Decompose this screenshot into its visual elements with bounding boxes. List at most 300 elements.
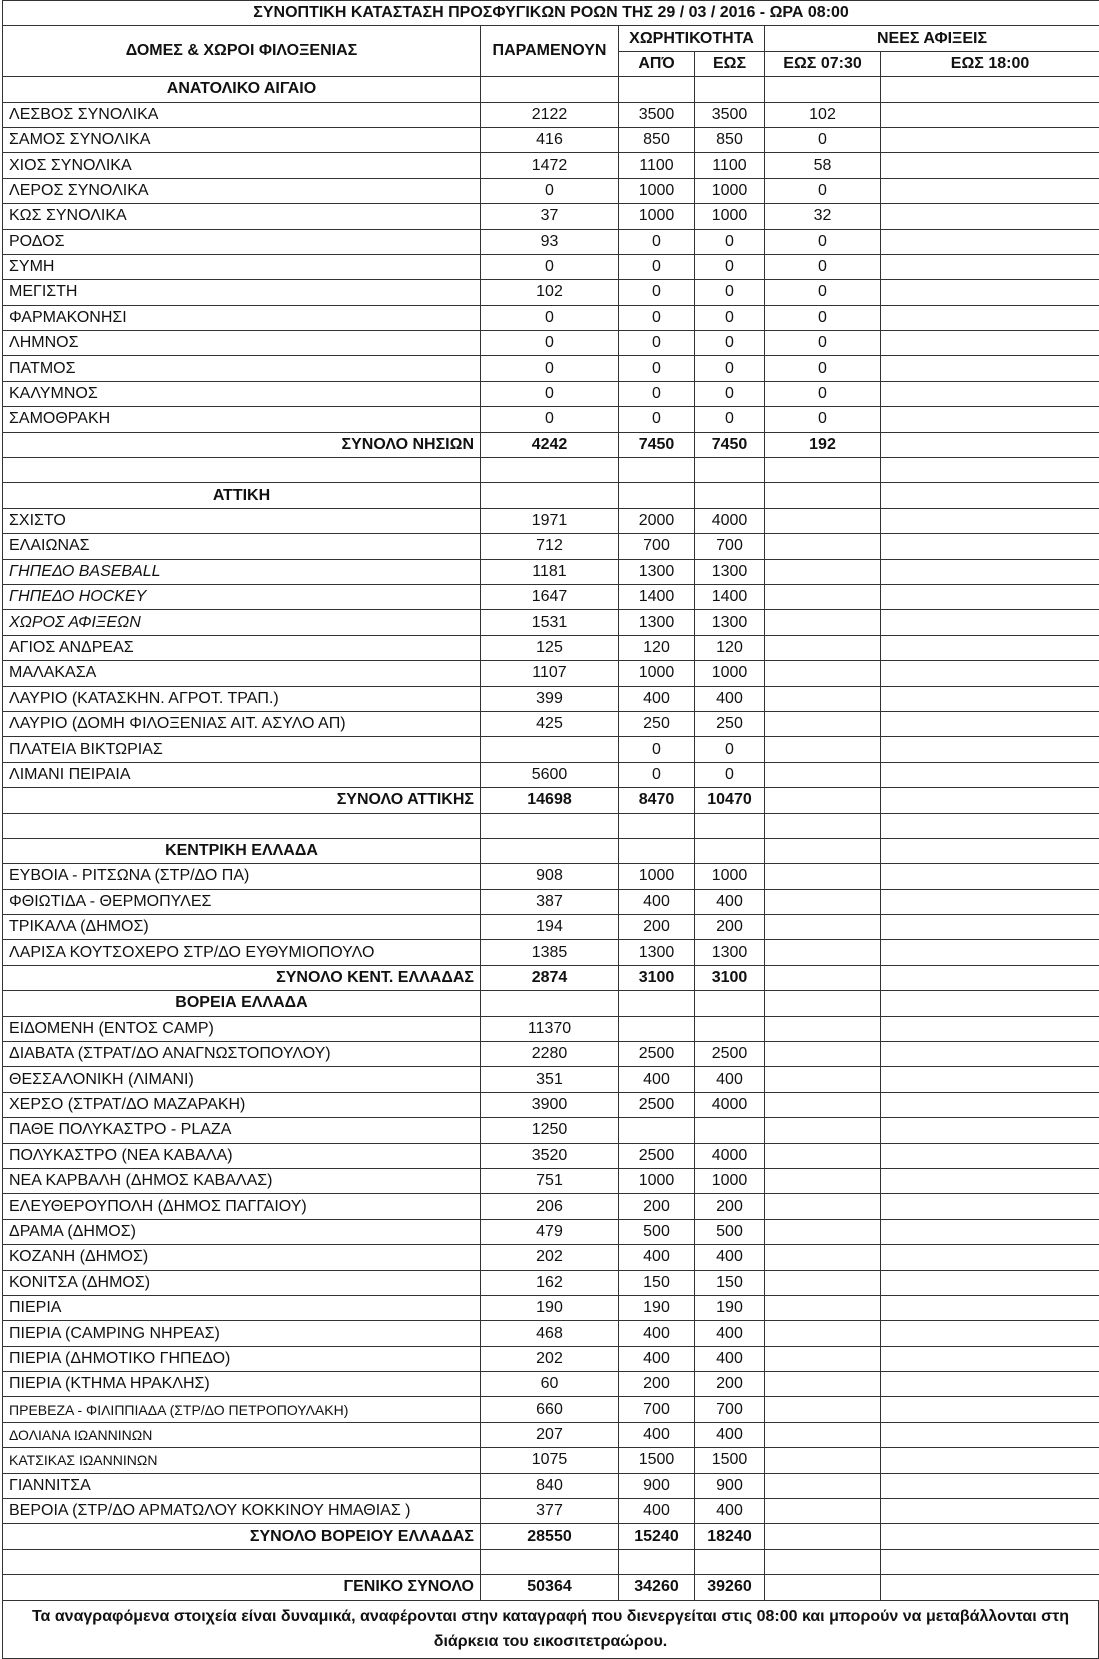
- section-title: ΚΕΝΤΡΙΚΗ ΕΛΛΑΔΑ: [3, 838, 481, 863]
- location-name: ΣΑΜΟΣ ΣΥΝΟΛΙΚΑ: [3, 127, 481, 152]
- empty-cell: [619, 77, 695, 102]
- arrivals-1800-cell: [881, 965, 1099, 990]
- empty-cell: [481, 1549, 619, 1574]
- capacity-from-cell: 0: [619, 381, 695, 406]
- arrivals-0730-cell: 58: [765, 153, 881, 178]
- table-row: [3, 534, 1099, 559]
- capacity-from-cell: 1000: [619, 661, 695, 686]
- arrivals-0730-cell: [765, 965, 881, 990]
- empty-cell: [765, 1549, 881, 1574]
- remaining-cell: 416: [481, 127, 619, 152]
- arrivals-0730-cell: [765, 1092, 881, 1117]
- arrivals-1800-cell: [881, 153, 1099, 178]
- capacity-from-cell: 0: [619, 229, 695, 254]
- arrivals-1800-cell: [881, 635, 1099, 660]
- capacity-to-cell: 400: [695, 889, 765, 914]
- remaining-cell: 11370: [481, 1016, 619, 1041]
- location-name: ΠΡΕΒΕΖΑ - ΦΙΛΙΠΠΙΑΔΑ (ΣΤΡ/ΔΟ ΠΕΤΡΟΠΟΥΛΑΚΗ): [3, 1397, 481, 1422]
- arrivals-1800-cell: [881, 610, 1099, 635]
- table-row: [3, 737, 1099, 762]
- location-name: ΕΥΒΟΙΑ - ΡΙΤΣΩΝΑ (ΣΤΡ/ΔΟ ΠΑ): [3, 864, 481, 889]
- empty-cell: [695, 991, 765, 1016]
- location-name: ΣΥΜΗ: [3, 254, 481, 279]
- empty-cell: [881, 813, 1099, 838]
- remaining-cell: 0: [481, 305, 619, 330]
- remaining-cell: 207: [481, 1422, 619, 1447]
- arrivals-0730-cell: [765, 1016, 881, 1041]
- arrivals-0730-cell: [765, 1499, 881, 1524]
- capacity-from-cell: 400: [619, 1067, 695, 1092]
- empty-cell: [481, 838, 619, 863]
- arrivals-1800-cell: [881, 178, 1099, 203]
- remaining-cell: [481, 737, 619, 762]
- arrivals-1800-cell: [881, 407, 1099, 432]
- capacity-to-cell: 250: [695, 711, 765, 736]
- table-row: [3, 102, 1099, 127]
- table-row: [3, 1270, 1099, 1295]
- location-name: ΣΧΙΣΤΟ: [3, 508, 481, 533]
- table-row: [3, 331, 1099, 356]
- capacity-from-cell: 0: [619, 331, 695, 356]
- table-row: [3, 407, 1099, 432]
- location-name: ΛΑΥΡΙΟ (ΚΑΤΑΣΚΗΝ. ΑΓΡΟΤ. ΤΡΑΠ.): [3, 686, 481, 711]
- spacer-row: [3, 458, 1099, 483]
- table-row: [3, 1448, 1099, 1473]
- empty-cell: [881, 77, 1099, 102]
- capacity-from-cell: 850: [619, 127, 695, 152]
- empty-cell: [481, 458, 619, 483]
- table-row: [3, 305, 1099, 330]
- capacity-from-cell: 700: [619, 1397, 695, 1422]
- remaining-cell: 387: [481, 889, 619, 914]
- section-title-row: [3, 77, 1099, 102]
- capacity-to-cell: 0: [695, 762, 765, 787]
- location-name: ΚΟΝΙΤΣΑ (ΔΗΜΟΣ): [3, 1270, 481, 1295]
- capacity-from-cell: 250: [619, 711, 695, 736]
- grand-total-row: [3, 1575, 1099, 1600]
- header-capacity-to: ΕΩΣ: [695, 51, 765, 76]
- total-row: [3, 788, 1099, 813]
- capacity-from-cell: 200: [619, 1194, 695, 1219]
- header-new-arrivals: ΝΕΕΣ ΑΦΙΞΕΙΣ: [765, 26, 1099, 51]
- location-name: ΕΙΔΟΜΕΝΗ (ΕΝΤΟΣ CAMP): [3, 1016, 481, 1041]
- location-name: ΔΡΑΜΑ (ΔΗΜΟΣ): [3, 1219, 481, 1244]
- table-row: [3, 178, 1099, 203]
- remaining-cell: 840: [481, 1473, 619, 1498]
- arrivals-1800-cell: [881, 788, 1099, 813]
- table-row: [3, 686, 1099, 711]
- capacity-from-cell: 1100: [619, 153, 695, 178]
- capacity-from-cell: 1000: [619, 178, 695, 203]
- arrivals-1800-cell: [881, 915, 1099, 940]
- arrivals-1800-cell: [881, 1067, 1099, 1092]
- empty-cell: [695, 483, 765, 508]
- location-name: ΜΕΓΙΣΤΗ: [3, 280, 481, 305]
- location-name: ΠΑΤΜΟΣ: [3, 356, 481, 381]
- arrivals-1800-cell: [881, 1575, 1099, 1600]
- arrivals-1800-cell: [881, 686, 1099, 711]
- section-title-row: [3, 483, 1099, 508]
- empty-cell: [765, 813, 881, 838]
- arrivals-1800-cell: [881, 1143, 1099, 1168]
- table-row: [3, 635, 1099, 660]
- location-name: ΕΛΑΙΩΝΑΣ: [3, 534, 481, 559]
- capacity-to-cell: 1300: [695, 559, 765, 584]
- arrivals-0730-cell: [765, 1524, 881, 1549]
- empty-cell: [3, 1549, 481, 1574]
- header-until-1800: ΕΩΣ 18:00: [881, 51, 1099, 76]
- capacity-to-cell: 400: [695, 1346, 765, 1371]
- arrivals-0730-cell: [765, 508, 881, 533]
- remaining-cell: 0: [481, 254, 619, 279]
- arrivals-0730-cell: [765, 762, 881, 787]
- empty-cell: [765, 77, 881, 102]
- remaining-cell: 93: [481, 229, 619, 254]
- capacity-from-cell: 0: [619, 737, 695, 762]
- arrivals-0730-cell: [765, 1397, 881, 1422]
- capacity-from-cell: 1300: [619, 940, 695, 965]
- arrivals-1800-cell: [881, 762, 1099, 787]
- arrivals-1800-cell: [881, 940, 1099, 965]
- capacity-to-cell: 1400: [695, 584, 765, 609]
- location-name: ΠΙΕΡΙΑ (CAMPING ΝΗΡΕΑΣ): [3, 1321, 481, 1346]
- capacity-from-cell: 2000: [619, 508, 695, 533]
- capacity-to-cell: 700: [695, 534, 765, 559]
- arrivals-0730-cell: [765, 1194, 881, 1219]
- total-label: ΣΥΝΟΛΟ ΒΟΡΕΙΟΥ ΕΛΛΑΔΑΣ: [3, 1524, 481, 1549]
- capacity-from-cell: 0: [619, 356, 695, 381]
- arrivals-1800-cell: [881, 1321, 1099, 1346]
- capacity-from-cell: 400: [619, 1499, 695, 1524]
- table-row: [3, 204, 1099, 229]
- arrivals-1800-cell: [881, 1092, 1099, 1117]
- capacity-from-cell: 0: [619, 407, 695, 432]
- remaining-cell: 1647: [481, 584, 619, 609]
- footer-note: Τα αναγραφόμενα στοιχεία είναι δυναμικά, αναφέρονται στην καταγραφή που διενεργείται στις 08:00 και μπορούν να μεταβάλλονται στη διάρκεια του εικοσιτετραώρου.: [2, 1601, 1099, 1659]
- capacity-from-cell: 200: [619, 1372, 695, 1397]
- arrivals-0730-cell: [765, 686, 881, 711]
- section-title: ΒΟΡΕΙΑ ΕΛΛΑΔΑ: [3, 991, 481, 1016]
- total-label: ΣΥΝΟΛΟ ΑΤΤΙΚΗΣ: [3, 788, 481, 813]
- capacity-to-cell: 700: [695, 1397, 765, 1422]
- empty-cell: [765, 991, 881, 1016]
- empty-cell: [481, 991, 619, 1016]
- arrivals-0730-cell: [765, 1346, 881, 1371]
- arrivals-0730-cell: [765, 940, 881, 965]
- location-name: ΠΟΛΥΚΑΣΤΡΟ (ΝΕΑ ΚΑΒΑΛΑ): [3, 1143, 481, 1168]
- arrivals-0730-cell: 0: [765, 407, 881, 432]
- arrivals-0730-cell: [765, 1067, 881, 1092]
- arrivals-0730-cell: [765, 1118, 881, 1143]
- table-row: [3, 1092, 1099, 1117]
- arrivals-0730-cell: 32: [765, 204, 881, 229]
- arrivals-1800-cell: [881, 280, 1099, 305]
- capacity-from-cell: 2500: [619, 1143, 695, 1168]
- arrivals-1800-cell: [881, 1473, 1099, 1498]
- table-row: [3, 229, 1099, 254]
- location-name: ΛΙΜΑΝΙ ΠΕΙΡΑΙΑ: [3, 762, 481, 787]
- arrivals-1800-cell: [881, 1295, 1099, 1320]
- arrivals-0730-cell: [765, 1219, 881, 1244]
- remaining-cell: 3900: [481, 1092, 619, 1117]
- location-name: ΝΕΑ ΚΑΡΒΑΛΗ (ΔΗΜΟΣ ΚΑΒΑΛΑΣ): [3, 1168, 481, 1193]
- remaining-cell: 50364: [481, 1575, 619, 1600]
- capacity-from-cell: 3500: [619, 102, 695, 127]
- capacity-from-cell: 700: [619, 534, 695, 559]
- location-name: ΔΙΑΒΑΤΑ (ΣΤΡΑΤ/ΔΟ ΑΝΑΓΝΩΣΤΟΠΟΥΛΟΥ): [3, 1042, 481, 1067]
- remaining-cell: 202: [481, 1346, 619, 1371]
- location-name: ΧΩΡΟΣ ΑΦΙΞΕΩΝ: [3, 610, 481, 635]
- arrivals-1800-cell: [881, 1042, 1099, 1067]
- capacity-from-cell: [619, 1016, 695, 1041]
- table-row: [3, 1346, 1099, 1371]
- capacity-from-cell: 150: [619, 1270, 695, 1295]
- capacity-from-cell: 34260: [619, 1575, 695, 1600]
- table-row: [3, 153, 1099, 178]
- location-name: ΚΩΣ ΣΥΝΟΛΙΚΑ: [3, 204, 481, 229]
- remaining-cell: 908: [481, 864, 619, 889]
- remaining-cell: 1472: [481, 153, 619, 178]
- arrivals-1800-cell: [881, 1118, 1099, 1143]
- capacity-to-cell: 400: [695, 686, 765, 711]
- location-name: ΛΗΜΝΟΣ: [3, 331, 481, 356]
- title-row: [3, 1, 1099, 26]
- capacity-to-cell: 1300: [695, 610, 765, 635]
- empty-cell: [695, 838, 765, 863]
- table-row: [3, 508, 1099, 533]
- capacity-to-cell: 7450: [695, 432, 765, 457]
- arrivals-0730-cell: 0: [765, 305, 881, 330]
- remaining-cell: 1075: [481, 1448, 619, 1473]
- arrivals-0730-cell: [765, 534, 881, 559]
- arrivals-0730-cell: [765, 737, 881, 762]
- capacity-to-cell: [695, 1118, 765, 1143]
- empty-cell: [619, 458, 695, 483]
- arrivals-0730-cell: [765, 1245, 881, 1270]
- location-name: ΠΛΑΤΕΙΑ ΒΙΚΤΩΡΙΑΣ: [3, 737, 481, 762]
- table-row: [3, 1194, 1099, 1219]
- table-row: [3, 1118, 1099, 1143]
- remaining-cell: 125: [481, 635, 619, 660]
- remaining-cell: 14698: [481, 788, 619, 813]
- location-name: ΠΙΕΡΙΑ (ΔΗΜΟΤΙΚΟ ΓΗΠΕΔΟ): [3, 1346, 481, 1371]
- capacity-to-cell: 4000: [695, 1143, 765, 1168]
- capacity-to-cell: 1000: [695, 204, 765, 229]
- location-name: ΤΡΙΚΑΛΑ (ΔΗΜΟΣ): [3, 915, 481, 940]
- empty-cell: [695, 77, 765, 102]
- arrivals-0730-cell: [765, 1372, 881, 1397]
- capacity-from-cell: 1000: [619, 204, 695, 229]
- arrivals-0730-cell: [765, 889, 881, 914]
- arrivals-0730-cell: 0: [765, 229, 881, 254]
- arrivals-0730-cell: 0: [765, 381, 881, 406]
- remaining-cell: 1531: [481, 610, 619, 635]
- header-structures: ΔΟΜΕΣ & ΧΩΡΟΙ ΦΙΛΟΞΕΝΙΑΣ: [3, 26, 481, 77]
- remaining-cell: 0: [481, 407, 619, 432]
- remaining-cell: 102: [481, 280, 619, 305]
- arrivals-1800-cell: [881, 1524, 1099, 1549]
- arrivals-0730-cell: 0: [765, 127, 881, 152]
- arrivals-0730-cell: [765, 864, 881, 889]
- table-row: [3, 915, 1099, 940]
- empty-cell: [881, 483, 1099, 508]
- arrivals-0730-cell: 0: [765, 254, 881, 279]
- table-row: [3, 1321, 1099, 1346]
- empty-cell: [881, 991, 1099, 1016]
- location-name: ΒΕΡΟΙΑ (ΣΤΡ/ΔΟ ΑΡΜΑΤΩΛΟΥ ΚΟΚΚΙΝΟΥ ΗΜΑΘΙΑΣ ): [3, 1499, 481, 1524]
- section-title: ΑΝΑΤΟΛΙΚΟ ΑΙΓΑΙΟ: [3, 77, 481, 102]
- capacity-to-cell: 0: [695, 280, 765, 305]
- table-row: [3, 280, 1099, 305]
- remaining-cell: 2122: [481, 102, 619, 127]
- capacity-from-cell: 7450: [619, 432, 695, 457]
- header-row-1: [3, 26, 1099, 51]
- capacity-to-cell: 0: [695, 356, 765, 381]
- remaining-cell: 4242: [481, 432, 619, 457]
- capacity-to-cell: 400: [695, 1499, 765, 1524]
- table-row: [3, 1422, 1099, 1447]
- capacity-to-cell: 39260: [695, 1575, 765, 1600]
- remaining-cell: 3520: [481, 1143, 619, 1168]
- location-name: ΕΛΕΥΘΕΡΟΥΠΟΛΗ (ΔΗΜΟΣ ΠΑΓΓΑΙΟΥ): [3, 1194, 481, 1219]
- arrivals-0730-cell: 0: [765, 331, 881, 356]
- table-row: [3, 1168, 1099, 1193]
- empty-cell: [881, 458, 1099, 483]
- capacity-to-cell: 900: [695, 1473, 765, 1498]
- location-name: ΛΕΡΟΣ ΣΥΝΟΛΙΚΑ: [3, 178, 481, 203]
- capacity-to-cell: 400: [695, 1321, 765, 1346]
- table-row: [3, 1473, 1099, 1498]
- arrivals-0730-cell: [765, 1042, 881, 1067]
- table-row: [3, 1042, 1099, 1067]
- empty-cell: [765, 458, 881, 483]
- remaining-cell: 60: [481, 1372, 619, 1397]
- table-row: [3, 711, 1099, 736]
- capacity-to-cell: 150: [695, 1270, 765, 1295]
- arrivals-1800-cell: [881, 534, 1099, 559]
- empty-cell: [481, 813, 619, 838]
- remaining-cell: 2874: [481, 965, 619, 990]
- arrivals-1800-cell: [881, 1219, 1099, 1244]
- remaining-cell: 194: [481, 915, 619, 940]
- refugee-flows-table: [2, 0, 1099, 1601]
- arrivals-1800-cell: [881, 508, 1099, 533]
- remaining-cell: 1971: [481, 508, 619, 533]
- arrivals-0730-cell: [765, 559, 881, 584]
- arrivals-0730-cell: 192: [765, 432, 881, 457]
- capacity-to-cell: 400: [695, 1422, 765, 1447]
- capacity-to-cell: 0: [695, 331, 765, 356]
- capacity-from-cell: 1000: [619, 1168, 695, 1193]
- location-name: ΓΗΠΕΔΟ HOCKEY: [3, 584, 481, 609]
- empty-cell: [765, 838, 881, 863]
- capacity-to-cell: 190: [695, 1295, 765, 1320]
- arrivals-0730-cell: [765, 1143, 881, 1168]
- location-name: ΚΑΛΥΜΝΟΣ: [3, 381, 481, 406]
- capacity-from-cell: 2500: [619, 1092, 695, 1117]
- capacity-from-cell: 500: [619, 1219, 695, 1244]
- arrivals-0730-cell: [765, 788, 881, 813]
- arrivals-1800-cell: [881, 1245, 1099, 1270]
- capacity-to-cell: 1000: [695, 1168, 765, 1193]
- arrivals-1800-cell: [881, 432, 1099, 457]
- location-name: ΧΙΟΣ ΣΥΝΟΛΙΚΑ: [3, 153, 481, 178]
- table-row: [3, 940, 1099, 965]
- capacity-from-cell: 1300: [619, 610, 695, 635]
- arrivals-1800-cell: [881, 1397, 1099, 1422]
- location-name: ΦΑΡΜΑΚΟΝΗΣΙ: [3, 305, 481, 330]
- capacity-to-cell: 850: [695, 127, 765, 152]
- arrivals-1800-cell: [881, 1016, 1099, 1041]
- arrivals-1800-cell: [881, 1168, 1099, 1193]
- location-name: ΓΗΠΕΔΟ BASEBALL: [3, 559, 481, 584]
- capacity-to-cell: 1500: [695, 1448, 765, 1473]
- capacity-to-cell: 3500: [695, 102, 765, 127]
- capacity-from-cell: 1400: [619, 584, 695, 609]
- remaining-cell: 377: [481, 1499, 619, 1524]
- table-row: [3, 1295, 1099, 1320]
- report-sheet: [2, 0, 1099, 1659]
- arrivals-1800-cell: [881, 584, 1099, 609]
- location-name: ΛΑΥΡΙΟ (ΔΟΜΗ ΦΙΛΟΞΕΝΙΑΣ ΑΙΤ. ΑΣΥΛΟ ΑΠ): [3, 711, 481, 736]
- remaining-cell: 1250: [481, 1118, 619, 1143]
- arrivals-1800-cell: [881, 356, 1099, 381]
- location-name: ΛΕΣΒΟΣ ΣΥΝΟΛΙΚΑ: [3, 102, 481, 127]
- capacity-from-cell: 1000: [619, 864, 695, 889]
- remaining-cell: 5600: [481, 762, 619, 787]
- location-name: ΓΙΑΝΝΙΤΣΑ: [3, 1473, 481, 1498]
- arrivals-0730-cell: 0: [765, 178, 881, 203]
- table-row: [3, 1016, 1099, 1041]
- arrivals-0730-cell: [765, 1295, 881, 1320]
- capacity-to-cell: 10470: [695, 788, 765, 813]
- remaining-cell: 399: [481, 686, 619, 711]
- capacity-from-cell: 0: [619, 762, 695, 787]
- location-name: ΔΟΛΙΑΝΑ ΙΩΑΝΝΙΝΩΝ: [3, 1422, 481, 1447]
- remaining-cell: 37: [481, 204, 619, 229]
- remaining-cell: 751: [481, 1168, 619, 1193]
- section-title-row: [3, 991, 1099, 1016]
- remaining-cell: 712: [481, 534, 619, 559]
- table-row: [3, 889, 1099, 914]
- table-row: [3, 661, 1099, 686]
- table-row: [3, 1499, 1099, 1524]
- table-row: [3, 127, 1099, 152]
- remaining-cell: 351: [481, 1067, 619, 1092]
- empty-cell: [3, 458, 481, 483]
- arrivals-0730-cell: [765, 1448, 881, 1473]
- remaining-cell: 0: [481, 356, 619, 381]
- capacity-to-cell: 0: [695, 407, 765, 432]
- capacity-to-cell: 200: [695, 1372, 765, 1397]
- arrivals-1800-cell: [881, 711, 1099, 736]
- empty-cell: [481, 483, 619, 508]
- capacity-from-cell: 400: [619, 889, 695, 914]
- arrivals-0730-cell: [765, 1473, 881, 1498]
- arrivals-1800-cell: [881, 889, 1099, 914]
- capacity-from-cell: 2500: [619, 1042, 695, 1067]
- capacity-to-cell: 400: [695, 1067, 765, 1092]
- location-name: ΠΙΕΡΙΑ (ΚΤΗΜΑ ΗΡΑΚΛΗΣ): [3, 1372, 481, 1397]
- capacity-from-cell: [619, 1118, 695, 1143]
- remaining-cell: 0: [481, 381, 619, 406]
- arrivals-1800-cell: [881, 331, 1099, 356]
- table-row: [3, 762, 1099, 787]
- location-name: ΠΑΘΕ ΠΟΛΥΚΑΣΤΡΟ - PLAZA: [3, 1118, 481, 1143]
- capacity-to-cell: 4000: [695, 1092, 765, 1117]
- capacity-from-cell: 200: [619, 915, 695, 940]
- capacity-to-cell: 4000: [695, 508, 765, 533]
